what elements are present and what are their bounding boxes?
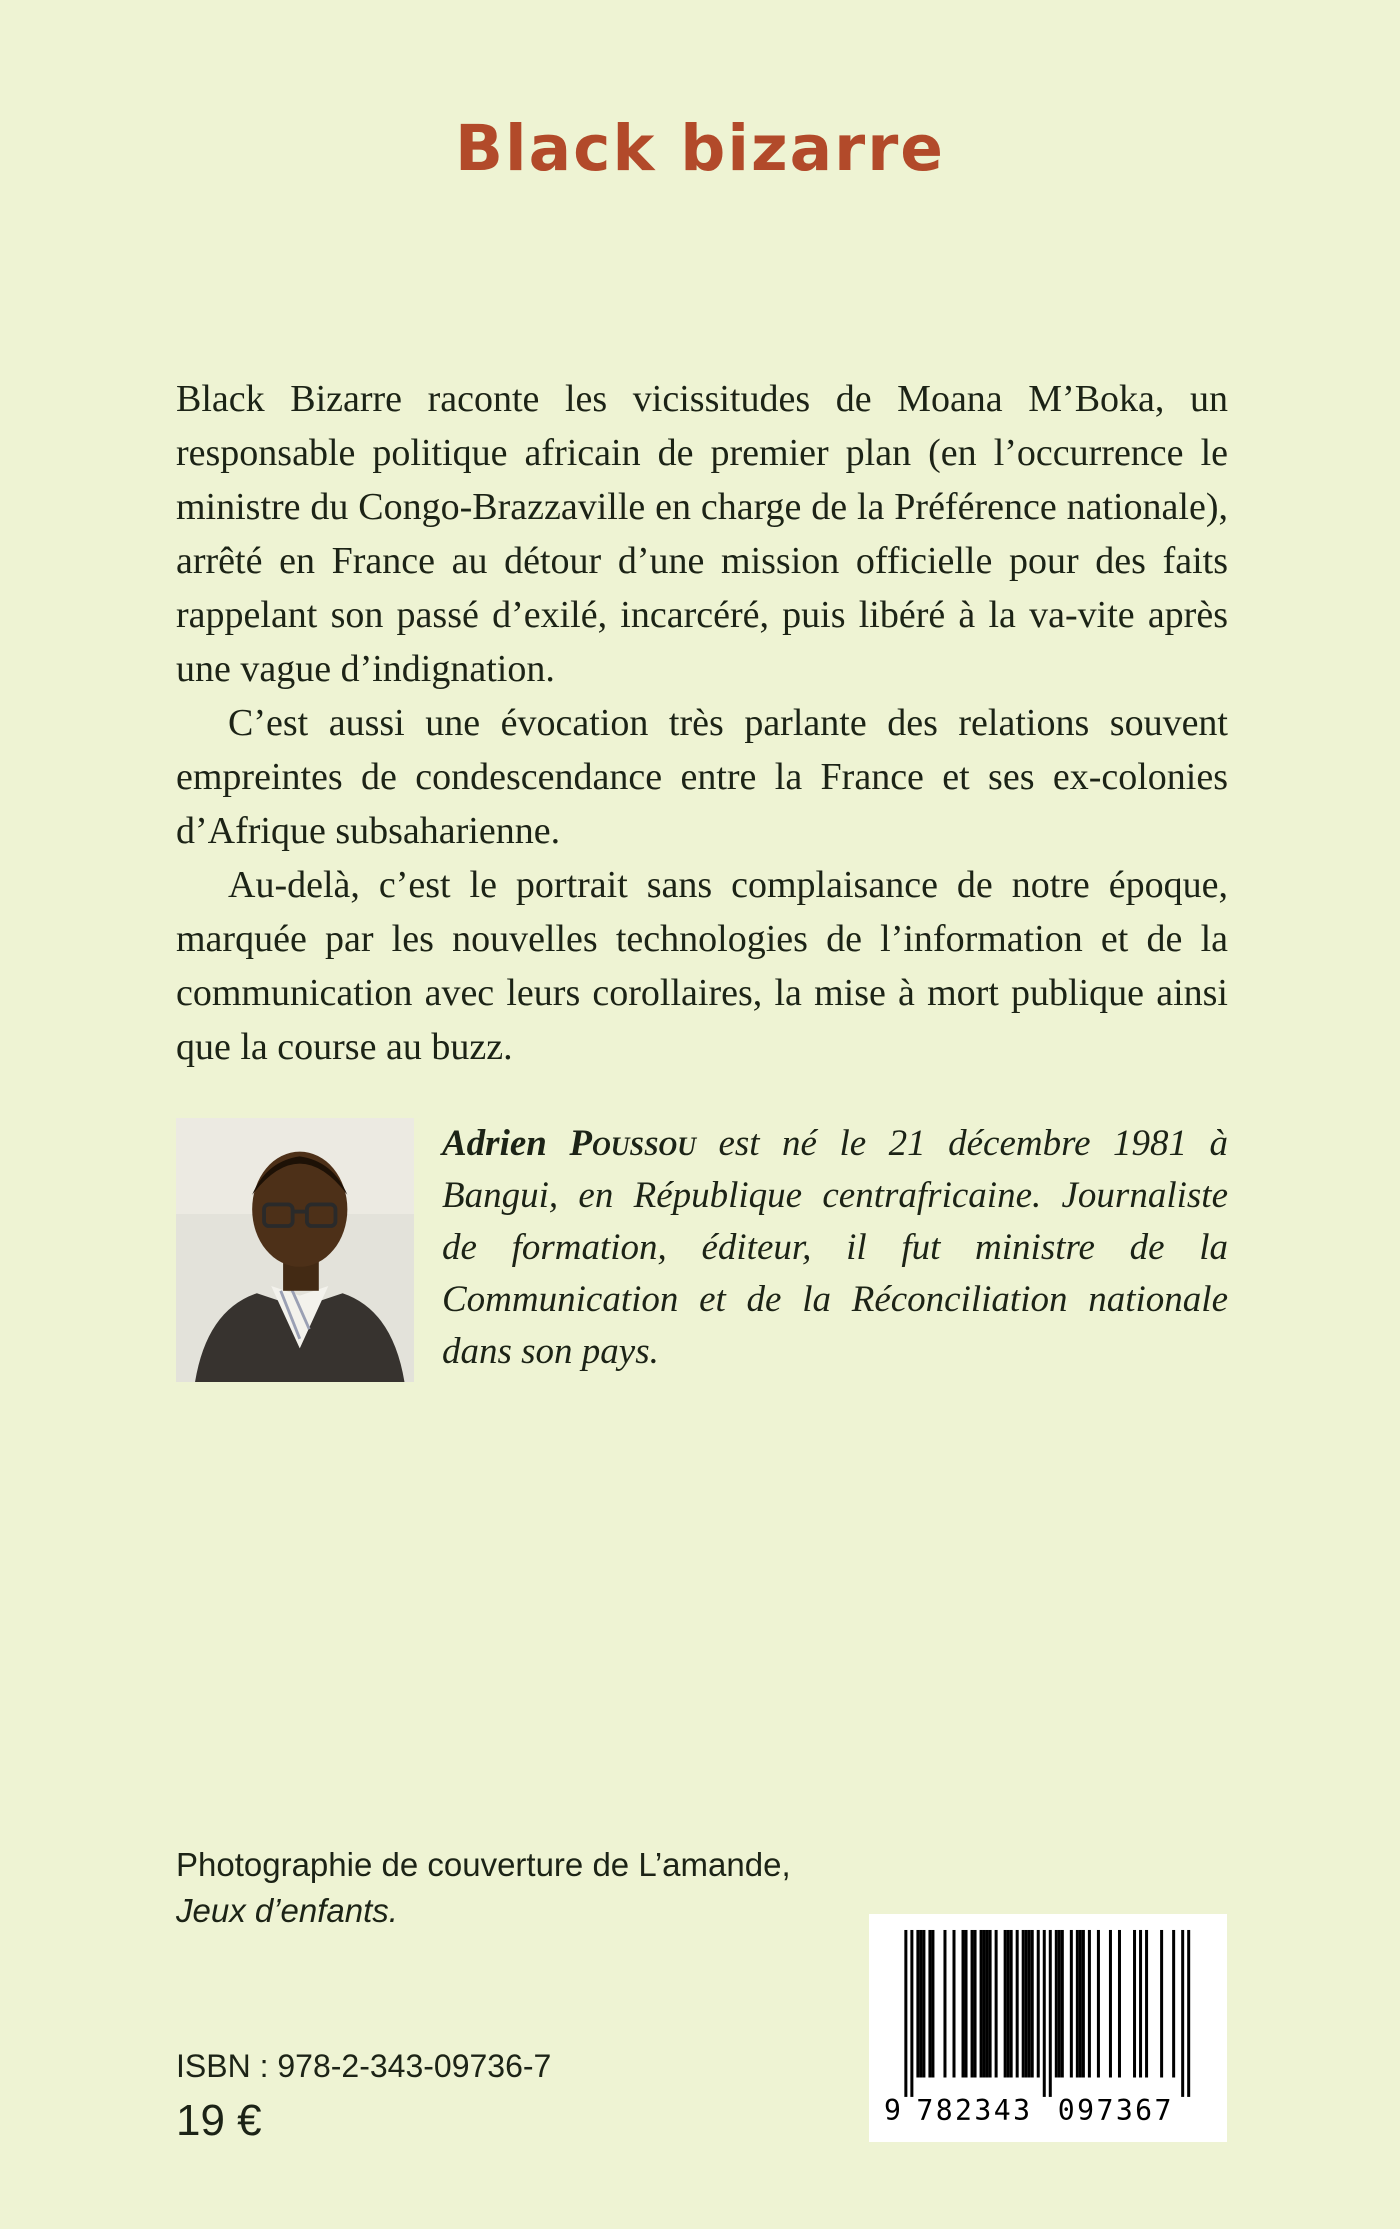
synopsis-paragraph: Black Bizarre raconte les vicissitudes de Moana M’Boka, un responsable politique africain de premier plan (en l’occurrence le ministre du Congo-Brazzaville en charge de la Préférence nationale), arrêté en France au détour d’une mission officielle pour des faits rappelant son passé d’exilé, incarcéré, puis libéré à la va-vite après une vague d’indignation.: [176, 378, 1228, 690]
author-last-name: Poussou: [569, 1123, 696, 1164]
photo-credit-line2: Jeux d’enfants.: [176, 1892, 398, 1929]
synopsis: [176, 372, 1228, 1074]
photo-credit: [176, 1842, 791, 1934]
photo-credit-line1: Photographie de couverture de L’amande,: [176, 1846, 791, 1883]
author-bio-section: [176, 1118, 1228, 1382]
author-photo: [176, 1118, 414, 1382]
svg-text:097367: 097367: [1057, 2094, 1172, 2128]
svg-text:782343: 782343: [916, 2094, 1031, 2128]
author-bio-text: [442, 1118, 1228, 1382]
barcode: [869, 1914, 1227, 2142]
synopsis-paragraph: C’est aussi une évocation très parlante des relations souvent empreintes de condescendance entre la France et ses ex-colonies d’Afrique subsaharienne.: [176, 702, 1228, 852]
author-first-name: Adrien: [442, 1123, 570, 1164]
isbn-text: ISBN : 978-2-343-09736-7: [176, 2048, 552, 2084]
price-text: 19 €: [176, 2096, 262, 2145]
author-bio-body: est né le 21 décembre 1981 à Bangui, en République centrafricaine. Journaliste de formation, éditeur, il fut ministre de la Communication et de la Réconciliation nationale dans son pays.: [442, 1123, 1228, 1372]
synopsis-paragraph: Au-delà, c’est le portrait sans complaisance de notre époque, marquée par les nouvelles technologies de l’information et de la communication avec leurs corollaires, la mise à mort publique ainsi que la course au buzz.: [176, 864, 1228, 1068]
svg-text:9: 9: [883, 2094, 901, 2128]
book-title: Black bizarre: [454, 112, 946, 185]
